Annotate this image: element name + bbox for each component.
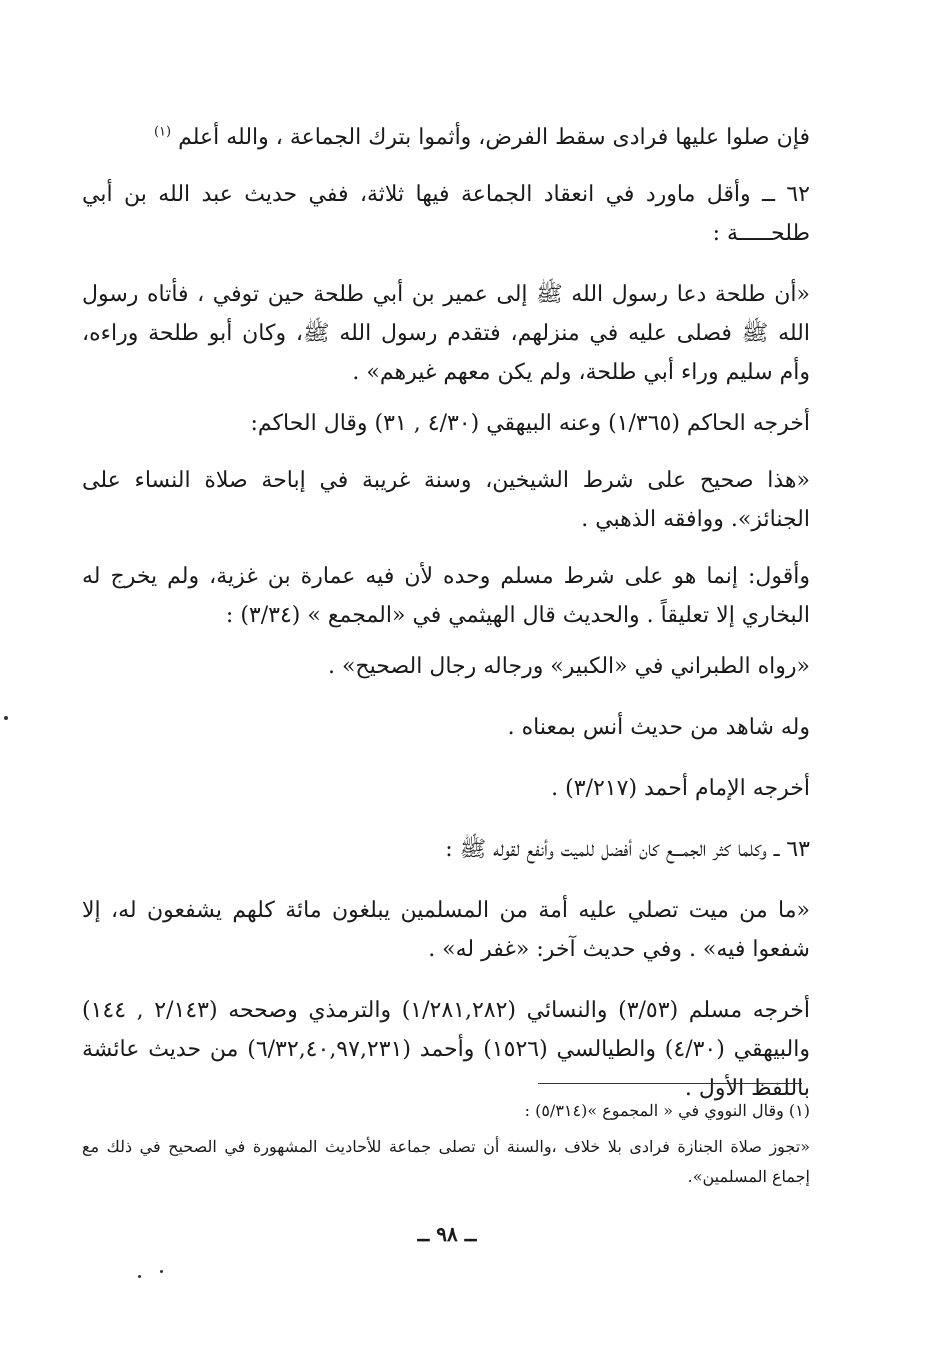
paragraph-1 — [82, 118, 810, 157]
takhrij-ahmad: أخرجه الإمام أحمد (٣/٢١٧) . — [551, 776, 810, 801]
page-number: ــ ٩٨ ــ — [417, 1222, 477, 1246]
footnotes — [82, 1096, 810, 1192]
takhrij-hakim: أخرجه الحاكم (١/٣٦٥) وعنه البيهقي (٤/٣٠ , ٣١) وقال الحاكم: — [250, 411, 810, 436]
haythami-quote: «رواه الطبراني في «الكبير» ورجاله رجال الصحيح» . — [327, 654, 810, 679]
main-text — [82, 118, 810, 1108]
paragraph-1-text: فإن صلوا عليها فرادى سقط الفرض، وأثموا بترك الجماعة ، والله أعلم — [178, 125, 810, 150]
hadith-quote-talha: «أن طلحة دعا رسول الله ﷺ إلى عمير بن أبي طلحة حين توفي ، فأتاه رسول الله ﷺ فصلى عليه في منزلهم، فتقدم رسول الله ﷺ، وكان أبو طلحة وراءه، وأم سليم وراء أبي طلحة، ولم يكن معهم غيرهم» . — [82, 282, 810, 385]
takhrij-muslim: أخرجه مسلم (٣/٥٣) والنسائي (١/٢٨١,٢٨٢) والترمذي وصححه (٢/١٤٣ , ١٤٤) والبيهقي (٤/٣٠) والطيالسي (١٥٢٦) وأحمد (٦/٣٢,٤٠,٩٧,٢٣١) من حديث عائشة باللفظ الأول . — [82, 998, 810, 1101]
footnote-ref-1: (١) — [153, 124, 172, 140]
paragraph-63-intro: ٦٣ ــ وكلما كثر الجمـــع كان أفضل للميت وأنفع لقوله ﷺ : — [445, 837, 810, 862]
footnote-1-quote: «تجوز صلاة الجنازة فرادى بلا خلاف ،والسنة أن تصلى جماعة للأحاديث المشهورة في الصحيح في ذلك مع إجماع المسلمين». — [82, 1137, 810, 1186]
author-comment: وأقول: إنما هو على شرط مسلم وحده لأن فيه عمارة بن غزية، ولم يخرج له البخاري إلا تعليقاً . والحديث قال الهيثمي في «المجمع » (٣/٣٤) : — [82, 564, 810, 628]
paragraph-62-intro: ٦٢ ــ وأقل ماورد في انعقاد الجماعة فيها ثلاثة، ففي حديث عبد الله بن أبي طلحـــــة : — [82, 182, 810, 246]
footnote-divider — [538, 1083, 802, 1084]
footnote-1-heading: (١) وقال النووي في « المجموع »(٥/٣١٤) : — [524, 1101, 810, 1120]
scan-speck — [138, 1275, 141, 1278]
hadith-quote-hundred: «ما من ميت تصلي عليه أمة من المسلمين يبلغون مائة كلهم يشفعون له، إلا شفعوا فيه» . وفي حديث آخر: «غفر له» . — [82, 898, 810, 962]
anas-witness: وله شاهد من حديث أنس بمعناه . — [507, 715, 810, 740]
scan-speck — [160, 1270, 163, 1273]
hakim-quote: «هذا صحيح على شرط الشيخين، وسنة غريبة في إباحة صلاة النساء على الجنائز». ووافقه الذهبي . — [82, 468, 810, 532]
scan-speck — [4, 716, 8, 720]
